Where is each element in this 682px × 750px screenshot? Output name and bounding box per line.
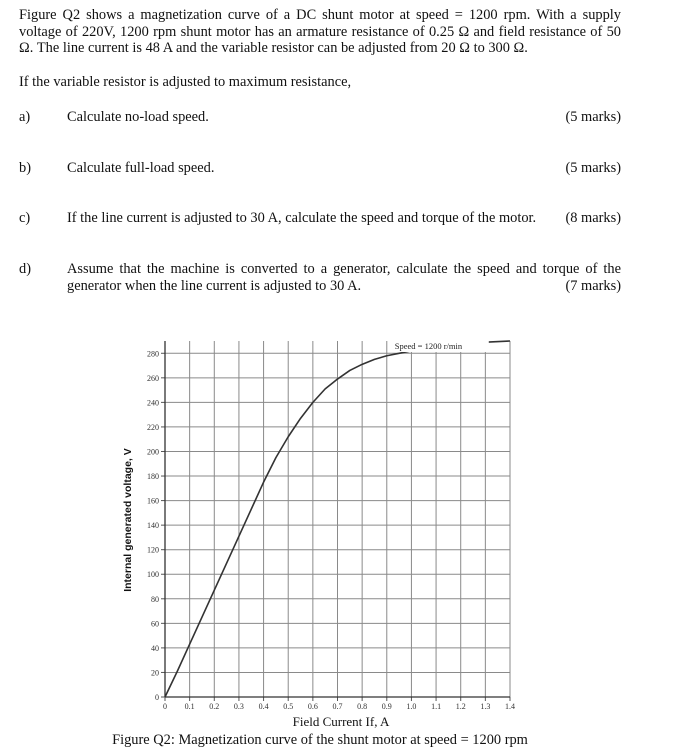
question-c-label: c) — [19, 210, 31, 226]
y-tick-label-140: 140 — [147, 521, 159, 531]
y-tick-label-260: 260 — [147, 373, 159, 383]
x-tick-label-1.1: 1.1 — [431, 702, 442, 711]
question-d — [19, 261, 621, 295]
x-tick-label-0.1: 0.1 — [184, 702, 195, 711]
y-tick-label-80: 80 — [151, 594, 159, 604]
x-tick-label-0.8: 0.8 — [357, 702, 368, 711]
magnetization-chart-svg — [110, 336, 530, 728]
question-d-label: d) — [19, 261, 31, 277]
question-c-text: If the line current is adjusted to 30 A, calculate the speed and torque of the motor. — [67, 210, 537, 226]
y-tick-label-40: 40 — [151, 643, 159, 653]
y-tick-label-240: 240 — [147, 398, 159, 408]
question-b-text: Calculate full-load speed. — [67, 160, 215, 176]
y-tick-label-0: 0 — [155, 693, 159, 702]
question-intro: Figure Q2 shows a magnetization curve of a DC shunt motor at speed = 1200 rpm. With a supply voltage of 220V, 1200 rpm shunt motor has an armature resistance of 0.25 Ω and field resistance of 50 Ω. The line current is 48 A and the variable resistor can be adjusted from 20 Ω to 300 Ω. — [19, 7, 621, 56]
x-tick-label-1.4: 1.4 — [505, 702, 515, 711]
chart-y-axis-label: Internal generated voltage, V — [122, 448, 134, 592]
x-tick-label-0.7: 0.7 — [332, 702, 343, 711]
question-b-label: b) — [19, 160, 31, 176]
x-tick-label-1.2: 1.2 — [455, 702, 466, 711]
y-tick-label-220: 220 — [147, 422, 159, 432]
speed-annotation: Speed = 1200 r/min — [394, 341, 463, 351]
x-tick-label-0.6: 0.6 — [307, 702, 318, 711]
x-tick-label-0.4: 0.4 — [258, 702, 269, 711]
x-tick-label-1.3: 1.3 — [480, 702, 491, 711]
question-a-label: a) — [19, 109, 31, 125]
question-d-marks: (7 marks) — [565, 277, 621, 294]
x-tick-label-0.5: 0.5 — [283, 702, 294, 711]
question-b-marks: (5 marks) — [565, 160, 621, 176]
x-tick-label-0.9: 0.9 — [381, 702, 392, 711]
x-tick-label-0.2: 0.2 — [209, 702, 220, 711]
chart-x-axis-label: Field Current If, A — [292, 714, 390, 729]
question-a-marks: (5 marks) — [565, 109, 621, 125]
question-prompt: If the variable resistor is adjusted to maximum resistance, — [19, 74, 352, 90]
y-tick-label-120: 120 — [147, 545, 159, 555]
y-tick-label-20: 20 — [151, 668, 159, 678]
y-tick-label-280: 280 — [147, 349, 159, 359]
x-tick-label-1.0: 1.0 — [406, 702, 417, 711]
y-tick-label-160: 160 — [147, 496, 159, 506]
question-d-text: Assume that the machine is converted to a generator, calculate the speed and torque of the generator when the line current is adjusted to 30 A. — [67, 261, 621, 294]
figure-caption: Figure Q2: Magnetization curve of the shunt motor at speed = 1200 rpm — [112, 732, 528, 748]
y-tick-label-100: 100 — [147, 570, 159, 580]
x-tick-label-0.3: 0.3 — [233, 702, 244, 711]
y-tick-label-60: 60 — [151, 619, 159, 629]
y-tick-label-180: 180 — [147, 472, 159, 482]
y-tick-label-200: 200 — [147, 447, 159, 457]
question-c-marks: (8 marks) — [565, 210, 621, 226]
question-a-text: Calculate no-load speed. — [67, 109, 209, 125]
x-tick-label-0: 0 — [163, 702, 167, 711]
magnetization-chart — [110, 336, 530, 728]
